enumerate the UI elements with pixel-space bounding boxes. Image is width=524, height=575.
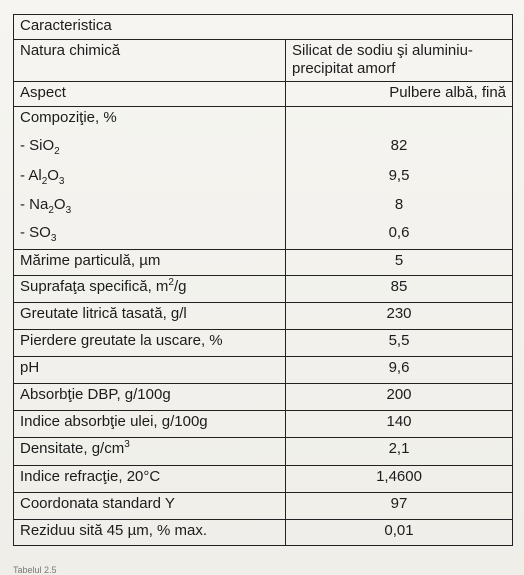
table-row xyxy=(14,135,513,165)
property-value: 0,6 xyxy=(286,222,513,250)
property-label: Aspect xyxy=(14,82,286,107)
table-row xyxy=(14,520,513,546)
table-row xyxy=(14,303,513,330)
table-row xyxy=(14,222,513,250)
table-row xyxy=(14,40,513,82)
property-label: Pierdere greutate la uscare, % xyxy=(14,330,286,357)
property-label: Coordonata standard Y xyxy=(14,493,286,520)
table-header-row xyxy=(14,15,513,40)
property-value: 9,6 xyxy=(286,357,513,384)
property-value: 140 xyxy=(286,411,513,438)
properties-table xyxy=(13,14,513,546)
table-row xyxy=(14,438,513,466)
property-label: - $Na_2O_3$ xyxy=(14,194,286,222)
property-label: Suprafaţa specifică, $m^2/g$ xyxy=(14,276,286,303)
table-header: Caracteristica xyxy=(14,15,513,40)
table-row xyxy=(14,330,513,357)
property-value: 5,5 xyxy=(286,330,513,357)
property-value: 2,1 xyxy=(286,438,513,466)
property-value: 97 xyxy=(286,493,513,520)
table-row xyxy=(14,384,513,411)
property-value: 85 xyxy=(286,276,513,303)
property-label: Indice refracţie, 20°C xyxy=(14,466,286,493)
table-row xyxy=(14,165,513,194)
property-value: 8 xyxy=(286,194,513,222)
table-row xyxy=(14,82,513,107)
property-value: 200 xyxy=(286,384,513,411)
table-row xyxy=(14,194,513,222)
property-label: Absorbţie DBP, g/100g xyxy=(14,384,286,411)
property-value: Pulbere albă, fină xyxy=(286,82,513,107)
property-label: Reziduu sită 45 µm, % max. xyxy=(14,520,286,546)
property-label: pH xyxy=(14,357,286,384)
property-value: 5 xyxy=(286,250,513,276)
table-row xyxy=(14,357,513,384)
caption-fragment: Tabelul 2.5 xyxy=(13,566,57,575)
property-label: - $SO_3$ xyxy=(14,222,286,250)
table-row xyxy=(14,107,513,135)
table-row xyxy=(14,466,513,493)
property-value: 230 xyxy=(286,303,513,330)
property-value: 0,01 xyxy=(286,520,513,546)
property-label: Compoziţie, % xyxy=(14,107,286,135)
property-label: - $Al_2O_3$ xyxy=(14,165,286,194)
property-label: - SiO$_2$ xyxy=(14,135,286,165)
table-row xyxy=(14,493,513,520)
property-value: Silicat de sodiu şi aluminiu- precipitat amorf xyxy=(286,40,513,82)
table-row xyxy=(14,250,513,276)
property-label: Densitate, $g/cm^3$ xyxy=(14,438,286,466)
property-label: Mărime particulă, µm xyxy=(14,250,286,276)
property-value: 1,4600 xyxy=(286,466,513,493)
table-row xyxy=(14,276,513,303)
property-value: 9,5 xyxy=(286,165,513,194)
property-value xyxy=(286,107,513,135)
property-label: Indice absorbţie ulei, g/100g xyxy=(14,411,286,438)
property-value: 82 xyxy=(286,135,513,165)
table-row xyxy=(14,411,513,438)
property-label: Natura chimică xyxy=(14,40,286,82)
property-label: Greutate litrică tasată, g/l xyxy=(14,303,286,330)
